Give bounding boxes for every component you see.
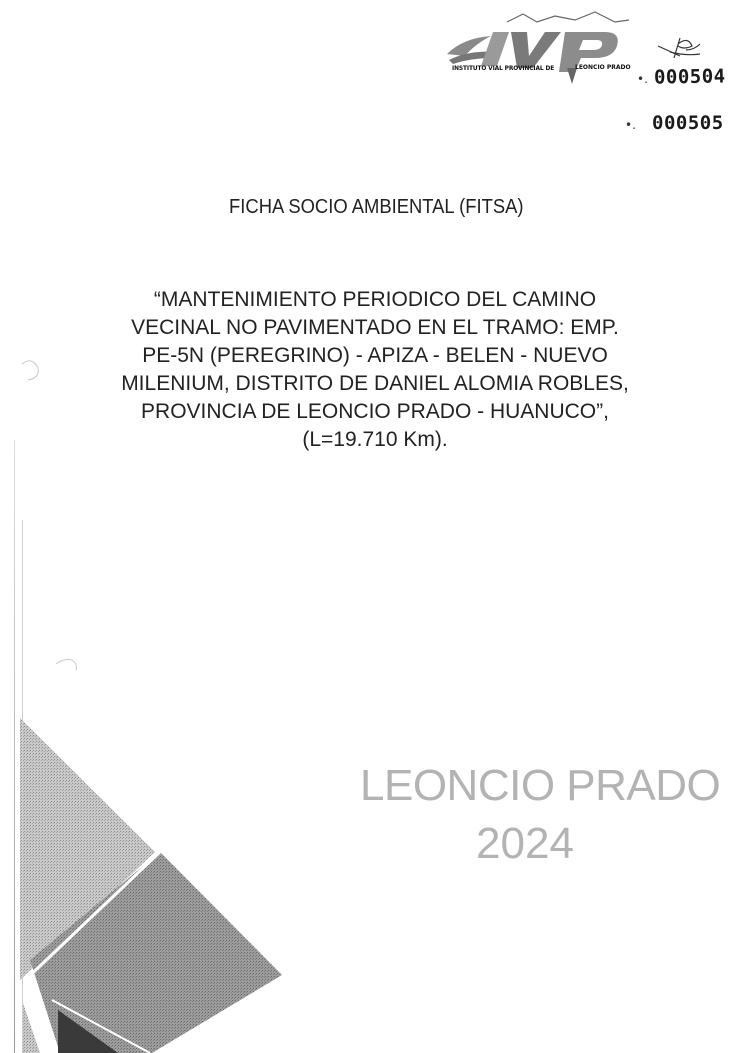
- scan-edge-line: [22, 520, 23, 1053]
- signature-icon: [650, 28, 710, 68]
- scan-edge-line: [14, 440, 15, 1053]
- ivp-logo-icon: [445, 10, 630, 86]
- document-title: FICHA SOCIO AMBIENTAL (FITSA): [229, 196, 524, 218]
- folio-number: 000505: [652, 112, 724, 134]
- folio-mark: •.: [637, 72, 648, 86]
- project-title: “MANTENIMIENTO PERIODICO DEL CAMINO VECINAL NO PAVIMENTADO EN EL TRAMO: EMP. PE-5N (PEREGRINO) - APIZA - BELEN - NUEVO MILENIUM, DISTRITO DE DANIEL ALOMIA ROBLES, PROVINCIA DE LEONCIO PRADO - HUANUCO”, (L=19.710 Km).: [121, 288, 629, 451]
- document-year: 2024: [476, 819, 574, 868]
- logo-caption-left: INSTITUTO VIAL PROVINCIAL DE: [452, 64, 555, 72]
- folio-number: 000504: [653, 65, 726, 89]
- logo-caption-right: LEONCIO PRADO: [575, 64, 631, 71]
- folio-mark: •.: [625, 118, 636, 132]
- place-name: LEONCIO PRADO: [360, 761, 721, 810]
